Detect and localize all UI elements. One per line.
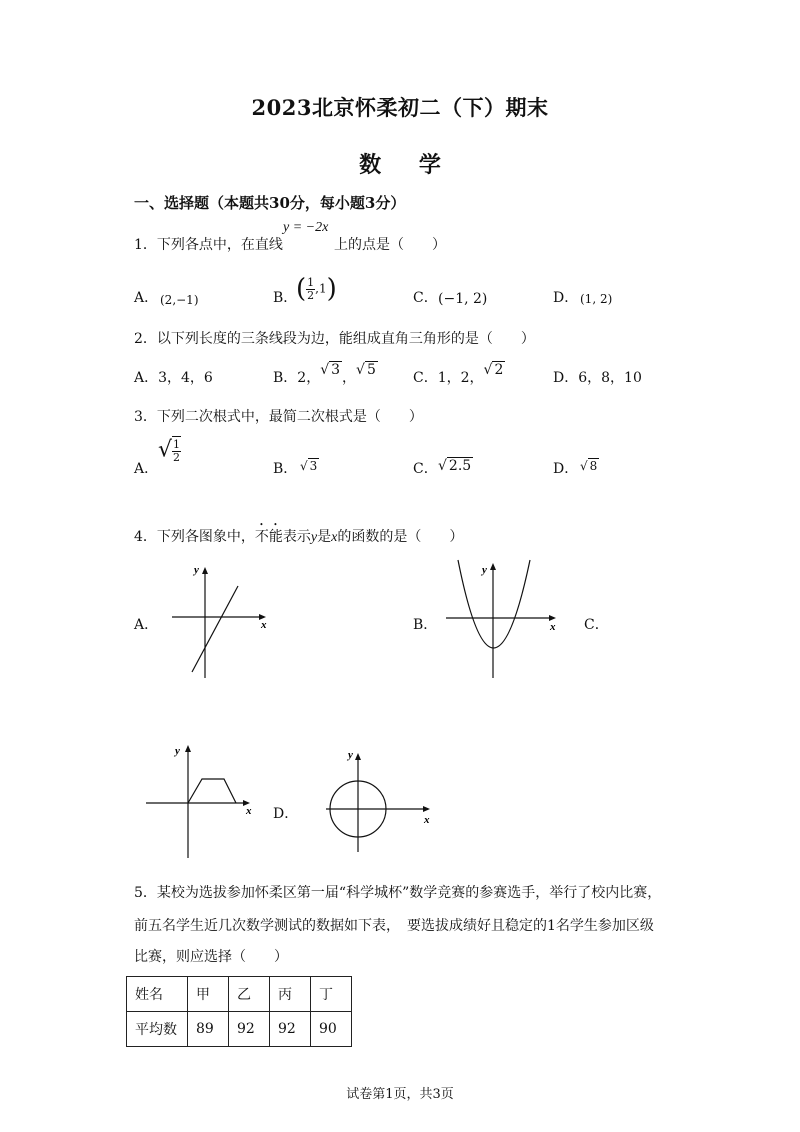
q2-option-a: A．3，4，6	[134, 370, 213, 386]
q1-option-b-denominator: 2	[307, 288, 315, 302]
q2-option-b-sqrt3: √ 3	[320, 362, 341, 378]
q3-option-b-value: √ 3	[300, 459, 318, 473]
q4-option-c-label: C．	[584, 617, 609, 633]
q4-option-b-label: B．	[413, 617, 438, 633]
q3-option-d-value: √ 8	[580, 459, 598, 473]
q2-option-d: D．6，8，10	[553, 370, 642, 386]
q4-graph-c	[142, 742, 260, 860]
q2-option-c-sqrt2: √ 2	[483, 362, 504, 378]
q1-option-b-label: B．	[273, 290, 298, 306]
q4-option-d-label: D．	[273, 806, 299, 822]
q4-a-x-label: x	[261, 619, 267, 631]
subject-title: 数 学	[359, 152, 441, 178]
question-4-emphasis: 不能	[254, 529, 283, 545]
table-header-cell: 乙	[229, 977, 270, 1012]
question-4-stem: 4．下列各图象中，不能表示y是x的函数的是（ ）	[134, 529, 464, 545]
q1-option-d-label: D．	[553, 290, 579, 306]
table-cell: 92	[229, 1012, 270, 1047]
q1-option-c-value: (−1, 2)	[438, 291, 488, 307]
q4-b-y-label: y	[482, 564, 487, 576]
q2-option-b-sqrt5: √ 5	[356, 362, 376, 378]
question-1-stem-end: 上的点是（ ）	[334, 237, 446, 253]
q3-option-a-label: A．	[134, 461, 159, 477]
q3-option-a-numerator: 1	[173, 438, 181, 451]
q4-option-a-label: A．	[134, 617, 159, 633]
score-table	[126, 976, 352, 1047]
q4-b-x-label: x	[550, 621, 556, 633]
q4-d-y-label: y	[348, 749, 353, 761]
table-header-cell: 甲	[188, 977, 229, 1012]
question-3-stem: 3．下列二次根式中，最简二次根式是（ ）	[134, 409, 423, 425]
q4-graph-d	[324, 746, 439, 854]
q4-a-y-label: y	[194, 564, 199, 576]
section-heading: 一、选择题（本题共30分，每小题3分）	[134, 194, 406, 212]
q1-option-c-label: C．	[413, 290, 438, 306]
table-cell: 89	[188, 1012, 229, 1047]
table-cell: 90	[311, 1012, 352, 1047]
table-header-cell: 丁	[311, 977, 352, 1012]
exam-title: 2023北京怀柔初二（下）期末	[251, 95, 549, 120]
q2-option-b-prefix: B．2，	[273, 370, 321, 386]
table-cell: 92	[270, 1012, 311, 1047]
table-header-row	[127, 977, 352, 1012]
q4-d-x-label: x	[424, 814, 430, 826]
q3-option-a-denominator: 2	[173, 451, 181, 464]
question-1-stem-start: 1．下列各点中，在直线	[134, 237, 283, 253]
q3-option-d-label: D．	[553, 461, 579, 477]
table-cell: 平均数	[127, 1012, 188, 1047]
question-5-line-1: 5．某校为选拔参加怀柔区第一届“科学城杯”数学竞赛的参赛选手，举行了校内比赛，	[134, 885, 662, 901]
page-footer: 试卷第1页，共3页	[346, 1087, 454, 1102]
table-header-cell: 姓名	[127, 977, 188, 1012]
q4-graph-b	[440, 556, 565, 680]
q3-option-b-label: B．	[273, 461, 298, 477]
question-1-equation: y = −2x	[283, 220, 329, 235]
table-header-cell: 丙	[270, 977, 311, 1012]
q2-option-c-prefix: C．1，2，	[413, 370, 484, 386]
question-2-stem: 2．以下列长度的三条线段为边，能组成直角三角形的是（ ）	[134, 331, 535, 347]
q1-option-b-numerator: 1	[307, 275, 315, 289]
q3-option-c-label: C．	[413, 461, 438, 477]
q3-option-c-value: √ 2.5	[438, 458, 472, 474]
table-row	[127, 1012, 352, 1047]
q1-option-d-value: (1, 2)	[580, 292, 613, 306]
q2-option-b-sep: ，	[342, 370, 357, 386]
q2-option-c	[413, 362, 505, 387]
question-5-line-2: 前五名学生近几次数学测试的数据如下表， 要选拔成绩好且稳定的1名学生参加区级	[134, 918, 654, 934]
q4-graph-a	[166, 560, 276, 680]
q4-c-x-label: x	[246, 805, 252, 817]
q2-option-b	[273, 362, 378, 387]
q1-option-a-label: A．	[134, 290, 159, 306]
q3-option-a-value: √ $\frac{1}{2}$	[158, 437, 181, 464]
q1-option-b-value: ( $\frac{1}{2}$ ,1)	[296, 274, 337, 304]
question-5-line-3: 比赛，则应选择（ ）	[134, 949, 288, 965]
q4-c-y-label: y	[175, 745, 180, 757]
q1-option-a-value: (2,−1)	[160, 293, 199, 307]
q1-option-b-rest: ,1	[315, 281, 327, 296]
